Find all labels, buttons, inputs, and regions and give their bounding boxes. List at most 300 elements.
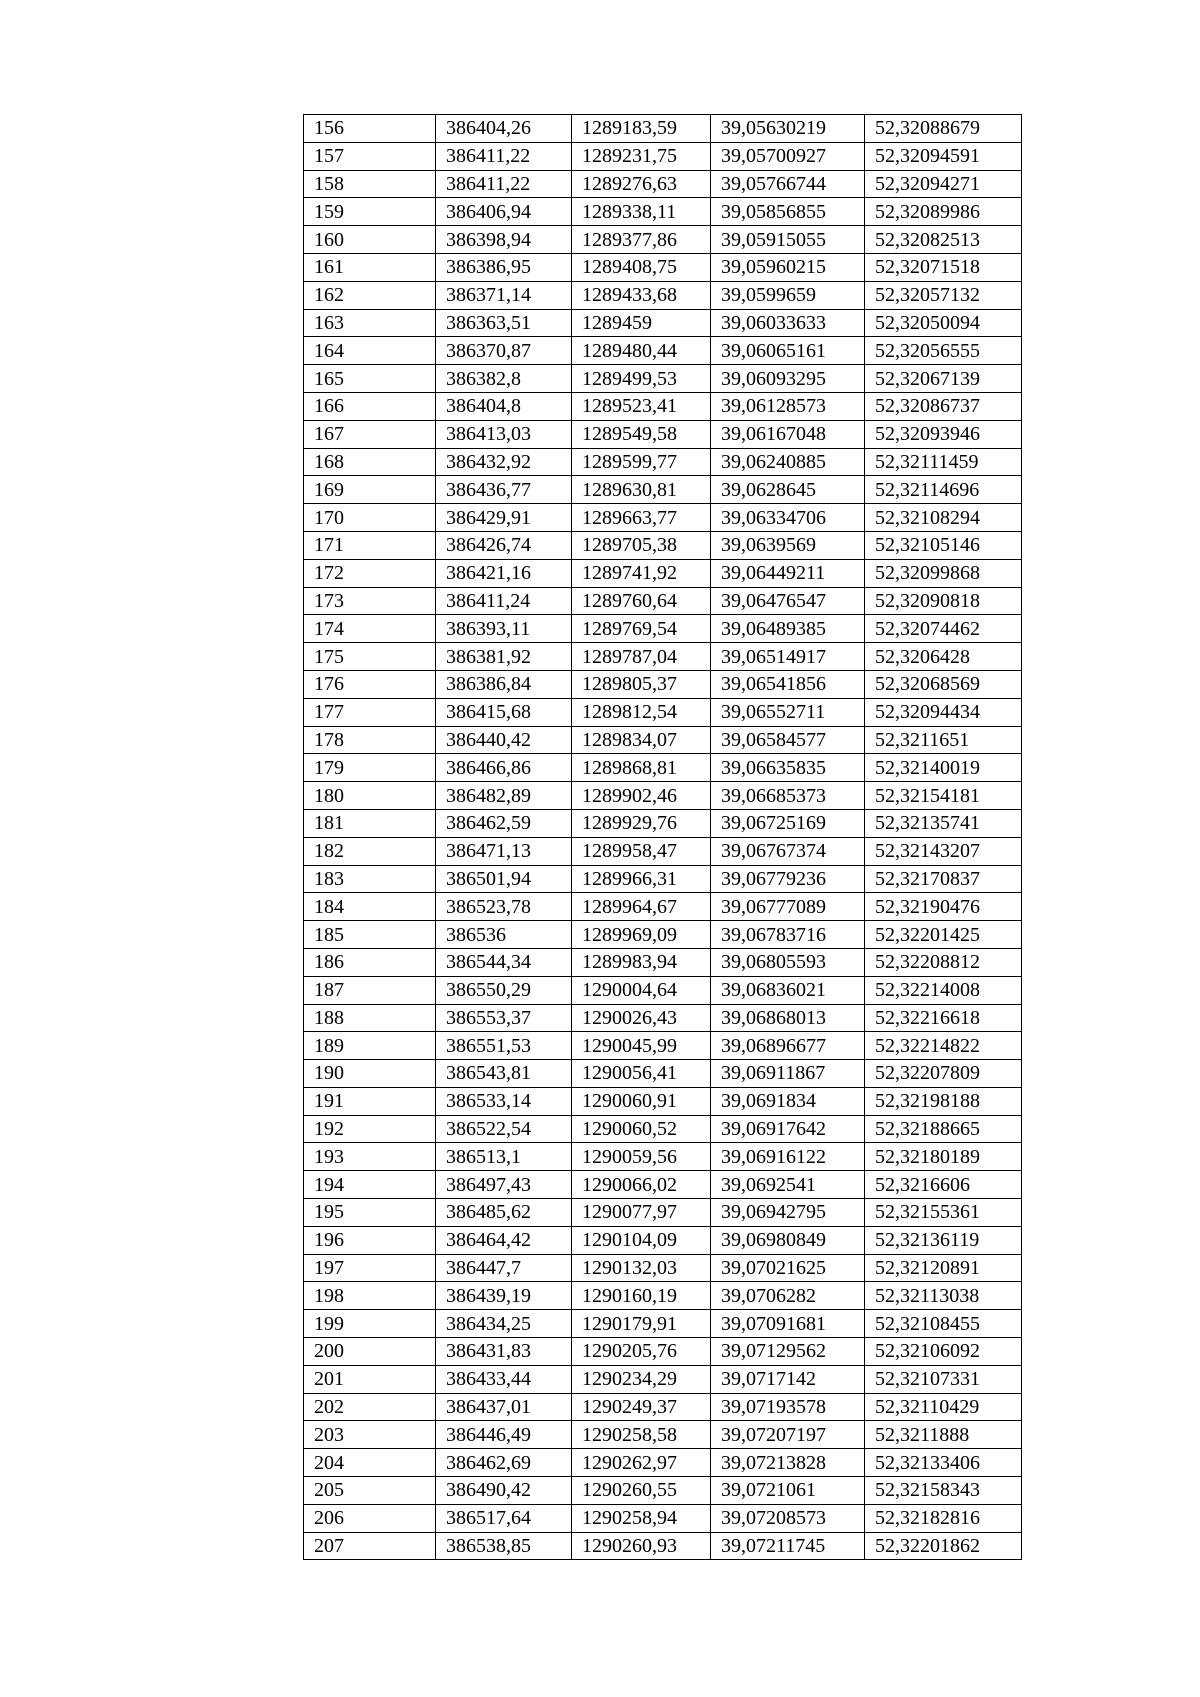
point-number-cell: 198 (304, 1282, 436, 1310)
longitude-cell: 39,06777089 (711, 893, 865, 921)
x-coordinate-cell: 386432,92 (436, 448, 572, 476)
point-number-cell: 160 (304, 226, 436, 254)
latitude-cell: 52,32143207 (865, 837, 1022, 865)
x-coordinate-cell: 386471,13 (436, 837, 572, 865)
latitude-cell: 52,32208812 (865, 948, 1022, 976)
x-coordinate-cell: 386522,54 (436, 1115, 572, 1143)
longitude-cell: 39,0628645 (711, 476, 865, 504)
latitude-cell: 52,32113038 (865, 1282, 1022, 1310)
table-row (304, 643, 1022, 671)
x-coordinate-cell: 386464,42 (436, 1226, 572, 1254)
table-row (304, 698, 1022, 726)
point-number-cell: 195 (304, 1199, 436, 1227)
x-coordinate-cell: 386434,25 (436, 1310, 572, 1338)
latitude-cell: 52,32170837 (865, 865, 1022, 893)
longitude-cell: 39,06725169 (711, 809, 865, 837)
longitude-cell: 39,06779236 (711, 865, 865, 893)
latitude-cell: 52,3216606 (865, 1171, 1022, 1199)
longitude-cell: 39,05630219 (711, 115, 865, 143)
longitude-cell: 39,05700927 (711, 142, 865, 170)
x-coordinate-cell: 386551,53 (436, 1032, 572, 1060)
point-number-cell: 184 (304, 893, 436, 921)
longitude-cell: 39,07091681 (711, 1310, 865, 1338)
y-coordinate-cell: 1289741,92 (572, 559, 711, 587)
y-coordinate-cell: 1290260,55 (572, 1477, 711, 1505)
table-row (304, 1393, 1022, 1421)
latitude-cell: 52,3206428 (865, 643, 1022, 671)
point-number-cell: 176 (304, 670, 436, 698)
latitude-cell: 52,32108455 (865, 1310, 1022, 1338)
y-coordinate-cell: 1289969,09 (572, 921, 711, 949)
latitude-cell: 52,32201425 (865, 921, 1022, 949)
y-coordinate-cell: 1290260,93 (572, 1532, 711, 1560)
y-coordinate-cell: 1290249,37 (572, 1393, 711, 1421)
point-number-cell: 202 (304, 1393, 436, 1421)
longitude-cell: 39,06033633 (711, 309, 865, 337)
y-coordinate-cell: 1289549,58 (572, 420, 711, 448)
latitude-cell: 52,32135741 (865, 809, 1022, 837)
longitude-cell: 39,06167048 (711, 420, 865, 448)
latitude-cell: 52,32201862 (865, 1532, 1022, 1560)
point-number-cell: 163 (304, 309, 436, 337)
latitude-cell: 52,32110429 (865, 1393, 1022, 1421)
longitude-cell: 39,07213828 (711, 1449, 865, 1477)
table-row (304, 1143, 1022, 1171)
table-row (304, 1115, 1022, 1143)
table-row (304, 1532, 1022, 1560)
y-coordinate-cell: 1289599,77 (572, 448, 711, 476)
point-number-cell: 158 (304, 170, 436, 198)
longitude-cell: 39,06476547 (711, 587, 865, 615)
x-coordinate-cell: 386411,24 (436, 587, 572, 615)
table-row (304, 976, 1022, 1004)
y-coordinate-cell: 1290205,76 (572, 1338, 711, 1366)
table-row (304, 865, 1022, 893)
latitude-cell: 52,32140019 (865, 754, 1022, 782)
table-row (304, 837, 1022, 865)
y-coordinate-cell: 1289377,86 (572, 226, 711, 254)
point-number-cell: 162 (304, 281, 436, 309)
point-number-cell: 179 (304, 754, 436, 782)
x-coordinate-cell: 386382,8 (436, 365, 572, 393)
table-row (304, 476, 1022, 504)
point-number-cell: 199 (304, 1310, 436, 1338)
y-coordinate-cell: 1289834,07 (572, 726, 711, 754)
latitude-cell: 52,32155361 (865, 1199, 1022, 1227)
y-coordinate-cell: 1289231,75 (572, 142, 711, 170)
x-coordinate-cell: 386536 (436, 921, 572, 949)
table-row (304, 448, 1022, 476)
latitude-cell: 52,32198188 (865, 1087, 1022, 1115)
x-coordinate-cell: 386415,68 (436, 698, 572, 726)
x-coordinate-cell: 386466,86 (436, 754, 572, 782)
longitude-cell: 39,06541856 (711, 670, 865, 698)
point-number-cell: 192 (304, 1115, 436, 1143)
latitude-cell: 52,32214008 (865, 976, 1022, 1004)
x-coordinate-cell: 386421,16 (436, 559, 572, 587)
y-coordinate-cell: 1289183,59 (572, 115, 711, 143)
longitude-cell: 39,0692541 (711, 1171, 865, 1199)
point-number-cell: 164 (304, 337, 436, 365)
latitude-cell: 52,32071518 (865, 253, 1022, 281)
latitude-cell: 52,32082513 (865, 226, 1022, 254)
table-row (304, 1199, 1022, 1227)
y-coordinate-cell: 1289705,38 (572, 531, 711, 559)
x-coordinate-cell: 386404,26 (436, 115, 572, 143)
latitude-cell: 52,32099868 (865, 559, 1022, 587)
point-number-cell: 159 (304, 198, 436, 226)
latitude-cell: 52,32190476 (865, 893, 1022, 921)
latitude-cell: 52,32067139 (865, 365, 1022, 393)
x-coordinate-cell: 386462,69 (436, 1449, 572, 1477)
x-coordinate-cell: 386431,83 (436, 1338, 572, 1366)
point-number-cell: 188 (304, 1004, 436, 1032)
table-row (304, 893, 1022, 921)
latitude-cell: 52,32088679 (865, 115, 1022, 143)
latitude-cell: 52,32154181 (865, 782, 1022, 810)
longitude-cell: 39,0599659 (711, 281, 865, 309)
x-coordinate-cell: 386538,85 (436, 1532, 572, 1560)
x-coordinate-cell: 386363,51 (436, 309, 572, 337)
x-coordinate-cell: 386447,7 (436, 1254, 572, 1282)
table-row (304, 281, 1022, 309)
point-number-cell: 193 (304, 1143, 436, 1171)
table-row (304, 1282, 1022, 1310)
y-coordinate-cell: 1290059,56 (572, 1143, 711, 1171)
table-row (304, 587, 1022, 615)
point-number-cell: 165 (304, 365, 436, 393)
table-row (304, 1421, 1022, 1449)
table-row (304, 1254, 1022, 1282)
table-row (304, 1449, 1022, 1477)
x-coordinate-cell: 386437,01 (436, 1393, 572, 1421)
point-number-cell: 177 (304, 698, 436, 726)
longitude-cell: 39,06917642 (711, 1115, 865, 1143)
latitude-cell: 52,32133406 (865, 1449, 1022, 1477)
latitude-cell: 52,32068569 (865, 670, 1022, 698)
y-coordinate-cell: 1289760,64 (572, 587, 711, 615)
point-number-cell: 180 (304, 782, 436, 810)
point-number-cell: 197 (304, 1254, 436, 1282)
table-row (304, 948, 1022, 976)
latitude-cell: 52,32106092 (865, 1338, 1022, 1366)
longitude-cell: 39,05856855 (711, 198, 865, 226)
y-coordinate-cell: 1289966,31 (572, 865, 711, 893)
longitude-cell: 39,06896677 (711, 1032, 865, 1060)
y-coordinate-cell: 1290160,19 (572, 1282, 711, 1310)
y-coordinate-cell: 1290056,41 (572, 1060, 711, 1088)
table-row (304, 782, 1022, 810)
latitude-cell: 52,32182816 (865, 1504, 1022, 1532)
latitude-cell: 52,32107331 (865, 1365, 1022, 1393)
x-coordinate-cell: 386371,14 (436, 281, 572, 309)
longitude-cell: 39,06911867 (711, 1060, 865, 1088)
longitude-cell: 39,0721061 (711, 1477, 865, 1505)
x-coordinate-cell: 386482,89 (436, 782, 572, 810)
point-number-cell: 167 (304, 420, 436, 448)
longitude-cell: 39,06767374 (711, 837, 865, 865)
x-coordinate-cell: 386446,49 (436, 1421, 572, 1449)
y-coordinate-cell: 1289408,75 (572, 253, 711, 281)
latitude-cell: 52,32214822 (865, 1032, 1022, 1060)
table-row (304, 1310, 1022, 1338)
y-coordinate-cell: 1289964,67 (572, 893, 711, 921)
longitude-cell: 39,07129562 (711, 1338, 865, 1366)
longitude-cell: 39,0717142 (711, 1365, 865, 1393)
latitude-cell: 52,32120891 (865, 1254, 1022, 1282)
point-number-cell: 205 (304, 1477, 436, 1505)
table-row (304, 198, 1022, 226)
longitude-cell: 39,05766744 (711, 170, 865, 198)
table-row (304, 504, 1022, 532)
table-row (304, 226, 1022, 254)
x-coordinate-cell: 386497,43 (436, 1171, 572, 1199)
point-number-cell: 156 (304, 115, 436, 143)
x-coordinate-cell: 386393,11 (436, 615, 572, 643)
point-number-cell: 161 (304, 253, 436, 281)
point-number-cell: 170 (304, 504, 436, 532)
latitude-cell: 52,32089986 (865, 198, 1022, 226)
longitude-cell: 39,06514917 (711, 643, 865, 671)
x-coordinate-cell: 386404,8 (436, 392, 572, 420)
y-coordinate-cell: 1289983,94 (572, 948, 711, 976)
latitude-cell: 52,32086737 (865, 392, 1022, 420)
x-coordinate-cell: 386411,22 (436, 142, 572, 170)
longitude-cell: 39,06980849 (711, 1226, 865, 1254)
longitude-cell: 39,06685373 (711, 782, 865, 810)
x-coordinate-cell: 386462,59 (436, 809, 572, 837)
x-coordinate-cell: 386485,62 (436, 1199, 572, 1227)
longitude-cell: 39,06868013 (711, 1004, 865, 1032)
x-coordinate-cell: 386543,81 (436, 1060, 572, 1088)
y-coordinate-cell: 1289433,68 (572, 281, 711, 309)
x-coordinate-cell: 386513,1 (436, 1143, 572, 1171)
table-row (304, 809, 1022, 837)
table-row (304, 420, 1022, 448)
x-coordinate-cell: 386439,19 (436, 1282, 572, 1310)
point-number-cell: 204 (304, 1449, 436, 1477)
longitude-cell: 39,06916122 (711, 1143, 865, 1171)
y-coordinate-cell: 1289523,41 (572, 392, 711, 420)
y-coordinate-cell: 1289812,54 (572, 698, 711, 726)
y-coordinate-cell: 1290026,43 (572, 1004, 711, 1032)
y-coordinate-cell: 1289769,54 (572, 615, 711, 643)
latitude-cell: 52,32180189 (865, 1143, 1022, 1171)
table-row (304, 559, 1022, 587)
table-row (304, 531, 1022, 559)
x-coordinate-cell: 386398,94 (436, 226, 572, 254)
latitude-cell: 52,32057132 (865, 281, 1022, 309)
latitude-cell: 52,32108294 (865, 504, 1022, 532)
longitude-cell: 39,06334706 (711, 504, 865, 532)
table-row (304, 726, 1022, 754)
longitude-cell: 39,07193578 (711, 1393, 865, 1421)
table-row (304, 392, 1022, 420)
y-coordinate-cell: 1289459 (572, 309, 711, 337)
latitude-cell: 52,32074462 (865, 615, 1022, 643)
y-coordinate-cell: 1290045,99 (572, 1032, 711, 1060)
table-row (304, 1171, 1022, 1199)
x-coordinate-cell: 386429,91 (436, 504, 572, 532)
point-number-cell: 207 (304, 1532, 436, 1560)
table-row (304, 754, 1022, 782)
x-coordinate-cell: 386386,84 (436, 670, 572, 698)
point-number-cell: 181 (304, 809, 436, 837)
longitude-cell: 39,0639569 (711, 531, 865, 559)
point-number-cell: 178 (304, 726, 436, 754)
y-coordinate-cell: 1289929,76 (572, 809, 711, 837)
x-coordinate-cell: 386411,22 (436, 170, 572, 198)
point-number-cell: 157 (304, 142, 436, 170)
longitude-cell: 39,06783716 (711, 921, 865, 949)
longitude-cell: 39,07021625 (711, 1254, 865, 1282)
x-coordinate-cell: 386386,95 (436, 253, 572, 281)
x-coordinate-cell: 386553,37 (436, 1004, 572, 1032)
point-number-cell: 168 (304, 448, 436, 476)
y-coordinate-cell: 1289499,53 (572, 365, 711, 393)
table-row (304, 170, 1022, 198)
y-coordinate-cell: 1289630,81 (572, 476, 711, 504)
table-row (304, 1338, 1022, 1366)
x-coordinate-cell: 386433,44 (436, 1365, 572, 1393)
longitude-cell: 39,06836021 (711, 976, 865, 1004)
y-coordinate-cell: 1289663,77 (572, 504, 711, 532)
latitude-cell: 52,32111459 (865, 448, 1022, 476)
table-row (304, 1004, 1022, 1032)
longitude-cell: 39,06552711 (711, 698, 865, 726)
table-row (304, 115, 1022, 143)
latitude-cell: 52,32094271 (865, 170, 1022, 198)
y-coordinate-cell: 1289805,37 (572, 670, 711, 698)
longitude-cell: 39,05960215 (711, 253, 865, 281)
longitude-cell: 39,07207197 (711, 1421, 865, 1449)
table-row (304, 1060, 1022, 1088)
y-coordinate-cell: 1290258,58 (572, 1421, 711, 1449)
table-row (304, 1477, 1022, 1505)
point-number-cell: 172 (304, 559, 436, 587)
point-number-cell: 174 (304, 615, 436, 643)
latitude-cell: 52,32056555 (865, 337, 1022, 365)
y-coordinate-cell: 1289902,46 (572, 782, 711, 810)
longitude-cell: 39,07208573 (711, 1504, 865, 1532)
point-number-cell: 183 (304, 865, 436, 893)
longitude-cell: 39,06449211 (711, 559, 865, 587)
coordinates-table-body (304, 115, 1022, 1560)
y-coordinate-cell: 1290104,09 (572, 1226, 711, 1254)
point-number-cell: 201 (304, 1365, 436, 1393)
point-number-cell: 169 (304, 476, 436, 504)
longitude-cell: 39,06093295 (711, 365, 865, 393)
x-coordinate-cell: 386381,92 (436, 643, 572, 671)
point-number-cell: 189 (304, 1032, 436, 1060)
longitude-cell: 39,07211745 (711, 1532, 865, 1560)
point-number-cell: 194 (304, 1171, 436, 1199)
y-coordinate-cell: 1290132,03 (572, 1254, 711, 1282)
x-coordinate-cell: 386426,74 (436, 531, 572, 559)
longitude-cell: 39,06942795 (711, 1199, 865, 1227)
latitude-cell: 52,32094434 (865, 698, 1022, 726)
latitude-cell: 52,32216618 (865, 1004, 1022, 1032)
table-row (304, 1365, 1022, 1393)
y-coordinate-cell: 1290262,97 (572, 1449, 711, 1477)
x-coordinate-cell: 386523,78 (436, 893, 572, 921)
longitude-cell: 39,06805593 (711, 948, 865, 976)
y-coordinate-cell: 1290066,02 (572, 1171, 711, 1199)
y-coordinate-cell: 1290234,29 (572, 1365, 711, 1393)
table-row (304, 1504, 1022, 1532)
point-number-cell: 173 (304, 587, 436, 615)
x-coordinate-cell: 386370,87 (436, 337, 572, 365)
longitude-cell: 39,06584577 (711, 726, 865, 754)
longitude-cell: 39,06240885 (711, 448, 865, 476)
point-number-cell: 191 (304, 1087, 436, 1115)
latitude-cell: 52,32094591 (865, 142, 1022, 170)
y-coordinate-cell: 1289276,63 (572, 170, 711, 198)
latitude-cell: 52,32093946 (865, 420, 1022, 448)
point-number-cell: 171 (304, 531, 436, 559)
table-row (304, 309, 1022, 337)
latitude-cell: 52,32114696 (865, 476, 1022, 504)
latitude-cell: 52,32136119 (865, 1226, 1022, 1254)
y-coordinate-cell: 1289338,11 (572, 198, 711, 226)
x-coordinate-cell: 386533,14 (436, 1087, 572, 1115)
point-number-cell: 175 (304, 643, 436, 671)
table-row (304, 615, 1022, 643)
y-coordinate-cell: 1290004,64 (572, 976, 711, 1004)
longitude-cell: 39,06635835 (711, 754, 865, 782)
latitude-cell: 52,3211888 (865, 1421, 1022, 1449)
y-coordinate-cell: 1289480,44 (572, 337, 711, 365)
point-number-cell: 187 (304, 976, 436, 1004)
table-row (304, 921, 1022, 949)
x-coordinate-cell: 386550,29 (436, 976, 572, 1004)
x-coordinate-cell: 386436,77 (436, 476, 572, 504)
y-coordinate-cell: 1290060,52 (572, 1115, 711, 1143)
table-row (304, 142, 1022, 170)
longitude-cell: 39,0691834 (711, 1087, 865, 1115)
table-row (304, 1087, 1022, 1115)
longitude-cell: 39,06489385 (711, 615, 865, 643)
point-number-cell: 190 (304, 1060, 436, 1088)
latitude-cell: 52,32105146 (865, 531, 1022, 559)
point-number-cell: 186 (304, 948, 436, 976)
y-coordinate-cell: 1290258,94 (572, 1504, 711, 1532)
latitude-cell: 52,32090818 (865, 587, 1022, 615)
longitude-cell: 39,0706282 (711, 1282, 865, 1310)
x-coordinate-cell: 386490,42 (436, 1477, 572, 1505)
table-row (304, 1226, 1022, 1254)
longitude-cell: 39,06128573 (711, 392, 865, 420)
x-coordinate-cell: 386501,94 (436, 865, 572, 893)
point-number-cell: 203 (304, 1421, 436, 1449)
latitude-cell: 52,32207809 (865, 1060, 1022, 1088)
table-row (304, 253, 1022, 281)
table-row (304, 337, 1022, 365)
x-coordinate-cell: 386440,42 (436, 726, 572, 754)
point-number-cell: 200 (304, 1338, 436, 1366)
y-coordinate-cell: 1289958,47 (572, 837, 711, 865)
point-number-cell: 196 (304, 1226, 436, 1254)
x-coordinate-cell: 386406,94 (436, 198, 572, 226)
latitude-cell: 52,3211651 (865, 726, 1022, 754)
longitude-cell: 39,05915055 (711, 226, 865, 254)
y-coordinate-cell: 1290179,91 (572, 1310, 711, 1338)
longitude-cell: 39,06065161 (711, 337, 865, 365)
latitude-cell: 52,32158343 (865, 1477, 1022, 1505)
y-coordinate-cell: 1290060,91 (572, 1087, 711, 1115)
x-coordinate-cell: 386517,64 (436, 1504, 572, 1532)
point-number-cell: 206 (304, 1504, 436, 1532)
